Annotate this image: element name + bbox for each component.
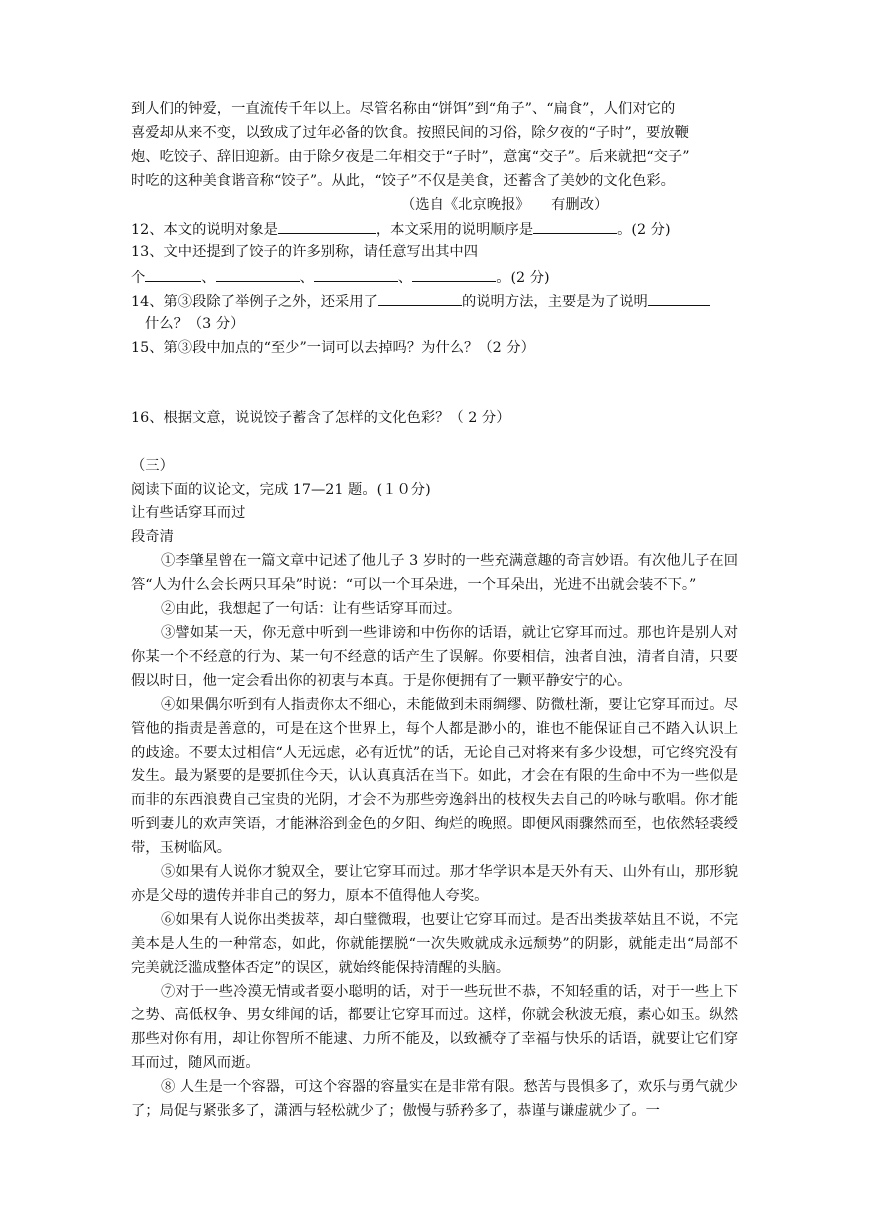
answer-blank[interactable]	[278, 217, 376, 234]
section-label: （三）	[131, 457, 174, 474]
essay-paragraph: ⑤如果有人说你才貌双全，要让它穿耳而过。那才华学识本是天外有天、山外有山，那形貌亦是父母的遗传并非自己的努力，原本不值得他人夸奖。	[131, 864, 738, 904]
q13-prefix: 个	[131, 270, 146, 287]
document-page	[131, 98, 738, 1124]
intro-line: 到人们的钟爱，一直流传千年以上。尽管名称由“饼饵”到“角子”、“扁食”，人们对它的	[131, 101, 676, 117]
answer-blank[interactable]	[145, 265, 201, 282]
question-14-cont: 什么？（3 分）	[145, 316, 245, 333]
essay-paragraph: ④如果偶尔听到有人指责你太不细心，未能做到未雨绸缪、防微杜渐，要让它穿耳而过。尽管他的指责是善意的，可是在这个世界上，每个人都是渺小的，谁也不能保证自己不踏入认识上的歧途。不要太过相信“人无远虑，必有近忧”的话，无论自己对将来有多少设想，可它终究没有发生。最为紧要的是要抓住今天，认认真真活在当下。如此，才会在有限的生命中不为一些似是而非的东西浪费自己宝贵的光阴，才会不为那些旁逸斜出的枝杈失去自己的吟咏与歌唱。你才能听到妻儿的欢声笑语，才能淋浴到金色的夕阳、绚烂的晚照。即便风雨骤然而至，也依然轻裘绶带，玉树临风。	[131, 696, 738, 857]
q12-text-c: 。(2 分)	[617, 222, 671, 239]
essay-paragraph: ⑧ 人生是一个容器，可这个容器的容量实在是非常有限。愁苦与畏惧多了，欢乐与勇气就少了；局促与紧张多了，潇洒与轻松就少了；傲慢与骄矜多了，恭谨与谦虚就少了。一	[131, 1079, 738, 1120]
question-12	[131, 217, 738, 241]
essay-paragraph: ③譬如某一天，你无意中听到一些诽谤和中伤你的话语，就让它穿耳而过。那也许是别人对你某一个不经意的行为、某一句不经意的话产生了误解。你要相信，浊者自浊，清者自清，只要假以时日，他一定会看出你的初衷与本真。于是你便拥有了一颗平静安宁的心。	[131, 624, 738, 689]
answer-blank[interactable]	[216, 265, 300, 282]
essay-paragraph: ⑦对于一些冷漠无情或者耍小聪明的话，对于一些玩世不恭，不知轻重的话，对于一些上下之势、高低权争、男女绯闻的话，都要让它穿耳而过。这样，你就会秋波无痕，素心如玉。纵然那些对你有用，却让你智所不能逮、力所不能及，以致褫夺了幸福与快乐的话语，就要让它们穿耳而过，随风而逝。	[131, 983, 738, 1072]
question-16: 16、根据文意，说说饺子蓄含了怎样的文化色彩？（ 2 分）	[131, 409, 511, 426]
question-14	[131, 289, 738, 313]
answer-blank[interactable]	[378, 289, 462, 306]
question-13-blanks	[131, 265, 738, 289]
intro-line: 时吃的这种美食谐音称“饺子”。从此，“饺子”不仅是美食，还蓄含了美妙的文化色彩。	[131, 172, 675, 189]
q12-text-b: ，本文采用的说明顺序是	[375, 222, 534, 239]
section-instruction: 阅读下面的议论文，完成 17—21 题。(１０分)	[131, 481, 431, 498]
essay-body	[131, 550, 738, 1124]
q13-suffix: 。(2 分)	[496, 270, 550, 287]
answer-blank[interactable]	[412, 265, 496, 282]
intro-line: 炮、吃饺子、辞旧迎新。由于除夕夜是二年相交于“子时”，意寓“交子”。后来就把“交子”	[131, 148, 690, 165]
answer-blank[interactable]	[648, 289, 710, 306]
q12-text-a: 12、本文的说明对象是	[131, 222, 278, 239]
essay-paragraph: ②由此，我想起了一句话：让有些话穿耳而过。	[161, 601, 462, 618]
q13-separator: 、	[201, 270, 216, 287]
essay-paragraph: ⑥如果有人说你出类拔萃，却白璧微瑕，也要让它穿耳而过。是否出类拔萃姑且不说，不完美本是人生的一种常态，如此，你就能摆脱“一次失败就成永远颓势”的阴影，就能走出“局部不完美就泛滥成整体否定”的误区，就始终能保持清醒的头脑。	[131, 911, 738, 976]
q14-text-b: 的说明方法，主要是为了说明	[461, 294, 648, 311]
essay-title: 让有些话穿耳而过	[131, 505, 246, 522]
q13-separator: 、	[299, 270, 314, 287]
question-13: 13、文中还提到了饺子的许多别称，请任意写出其中四	[131, 244, 479, 261]
essay-paragraph: ①李肇星曾在一篇文章中记述了他儿子 3 岁时的一些充满意趣的奇言妙语。有次他儿子在回答“人为什么会长两只耳朵”时说：“可以一个耳朵进，一个耳朵出，光进不出就会装不下。”	[131, 553, 738, 594]
answer-blank[interactable]	[314, 265, 398, 282]
answer-blank[interactable]	[533, 217, 617, 234]
q14-text-a: 14、第③段除了举例子之外，还采用了	[131, 294, 378, 311]
intro-line: 喜爱却从来不变，以致成了过年必备的饮食。按照民间的习俗，除夕夜的“子时”，要放鞭	[131, 124, 689, 141]
q13-separator: 、	[397, 270, 413, 287]
question-15: 15、第③段中加点的“至少”一词可以去掉吗？为什么？（2 分）	[131, 339, 535, 356]
essay-author: 段奇清	[131, 529, 174, 546]
source-citation: （选自《北京晚报》 有删改）	[401, 196, 609, 213]
